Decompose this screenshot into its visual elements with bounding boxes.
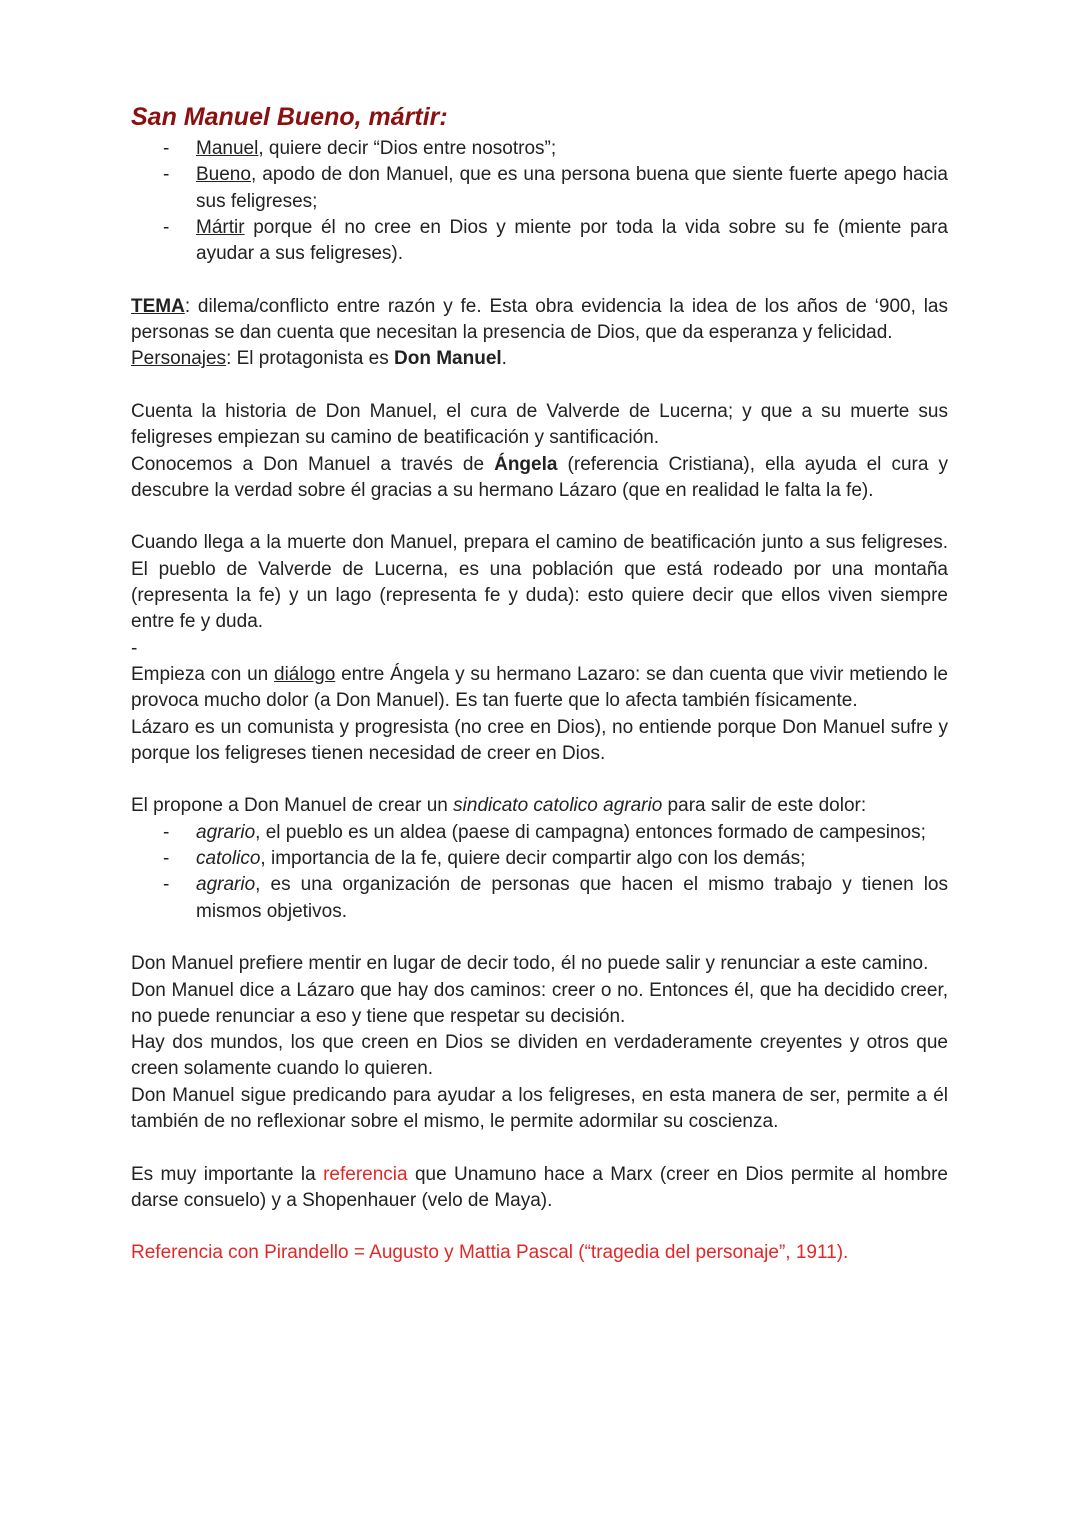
document-page <box>131 100 948 1267</box>
spacer <box>131 504 948 530</box>
paragraph-sindicato-before: El propone a Don Manuel de crear un <box>131 795 454 817</box>
referencia-highlight: referencia <box>323 1163 408 1185</box>
spacer <box>131 267 948 293</box>
dialogo-word: diálogo <box>274 663 336 685</box>
sindicato-list <box>131 820 948 925</box>
list-item <box>196 820 948 846</box>
document-title: San Manuel Bueno, mártir: <box>131 103 448 131</box>
list-item <box>196 136 948 162</box>
personajes-paragraph <box>131 346 948 372</box>
list-item <box>196 162 948 215</box>
paragraph-pirandello: Referencia con Pirandello = Augusto y Mattia Pascal (“tragedia del personaje”, 1911). <box>131 1242 849 1264</box>
paragraph-angela <box>131 452 948 505</box>
term-agrario-2: agrario <box>196 874 256 896</box>
paragraph-valverde: Cuando llega a la muerte don Manuel, prepara el camino de beatificación junto a sus feligreses. El pueblo de Valverde de Lucerna, es una población que está rodeado por una montaña (representa la fe) y un lago (representa fe y duda): esto quiere decir que ellos viven siempre entre fe y duda. <box>131 532 948 633</box>
name-meanings-list <box>131 136 948 267</box>
paragraph-referencia-after: que Unamuno hace a Marx (creer en Dios permite al hombre darse consuelo) y a Shopenhauer (velo de Maya). <box>131 1163 948 1211</box>
term-bueno-text: , apodo de don Manuel, que es una persona buena que siente fuerte apego hacia sus feligreses; <box>196 164 948 212</box>
term-manuel: Manuel <box>196 138 259 159</box>
paragraph-referencia <box>131 1162 948 1215</box>
spacer <box>131 767 948 793</box>
stray-dash: - <box>131 637 138 659</box>
term-martir: Mártir <box>196 216 245 238</box>
term-martir-text: porque él no cree en Dios y miente por toda la vida sobre su fe (miente para ayudar a sus feligreses). <box>196 216 948 265</box>
paragraph-predicando: Don Manuel sigue predicando para ayudar a los feligreses, en esta manera de ser, permite a él también de no reflexionar sobre el mismo, le permite adormilar su coscienza. <box>131 1084 948 1132</box>
term-manuel-text: , quiere decir “Dios entre nosotros”; <box>258 138 557 159</box>
term-agrario: agrario <box>196 821 256 843</box>
list-item <box>196 215 948 268</box>
paragraph-historia: Cuenta la historia de Don Manuel, el cura de Valverde de Lucerna; y que a su muerte sus feligreses empiezan su camino de beatificación y santificación. <box>131 400 948 449</box>
paragraph-dialogo-after: entre Ángela y su hermano Lazaro: se dan cuenta que vivir metiendo le provoca mucho dolor (a Don Manuel). Es tan fuerte que lo afecta también físicamente. <box>131 663 948 712</box>
protagonist-name: Don Manuel <box>394 348 502 370</box>
paragraph-angela-before: Conocemos a Don Manuel a través de <box>131 453 495 475</box>
tema-label: TEMA <box>131 295 185 317</box>
paragraph-mundos: Hay dos mundos, los que creen en Dios se dividen en verdaderamente creyentes y otros que creen solamente cuando lo quieren. <box>131 1032 948 1080</box>
term-agrario-2-text: , es una organización de personas que hacen el mismo trabajo y tienen los mismos objetivos. <box>196 874 948 922</box>
personajes-text: : El protagonista es <box>226 348 394 370</box>
paragraph-mentir: Don Manuel prefiere mentir en lugar de decir todo, él no puede salir y renunciar a este camino. <box>131 953 929 975</box>
term-agrario-text: , el pueblo es un aldea (paese di campagna) entonces formado de campesinos; <box>255 821 926 843</box>
spacer <box>131 925 948 951</box>
tema-paragraph <box>131 294 948 347</box>
term-catolico: catolico <box>196 848 261 870</box>
paragraph-caminos: Don Manuel dice a Lázaro que hay dos caminos: creer o no. Entonces él, que ha decidido creer, no puede renunciar a eso y tiene que respetar su decisión. <box>131 979 948 1027</box>
paragraph-dialogo <box>131 662 948 715</box>
term-catolico-text: , importancia de la fe, quiere decir compartir algo con los demás; <box>260 848 806 870</box>
paragraph-sindicato <box>131 793 948 819</box>
term-bueno: Bueno <box>196 164 251 186</box>
paragraph-referencia-before: Es muy importante la <box>131 1163 324 1185</box>
paragraph-lazaro: Lázaro es un comunista y progresista (no cree en Dios), no entiende porque Don Manuel sufre y porque los feligreses tienen necesidad de creer en Dios. <box>131 716 948 764</box>
spacer <box>131 1214 948 1240</box>
paragraph-angela-after: (referencia Cristiana), ella ayuda el cura y descubre la verdad sobre él gracias a su hermano Lázaro (que en realidad le falta la fe). <box>131 453 948 501</box>
paragraph-dialogo-before: Empieza con un <box>131 663 275 685</box>
spacer <box>131 1135 948 1161</box>
list-item <box>196 872 948 925</box>
personajes-label: Personajes <box>131 348 227 370</box>
sindicato-term: sindicato catolico agrario <box>453 795 663 817</box>
angela-name: Ángela <box>494 453 558 475</box>
personajes-end: . <box>501 348 507 370</box>
spacer <box>131 373 948 399</box>
tema-text: : dilema/conflicto entre razón y fe. Esta obra evidencia la idea de los años de ‘900, las personas se dan cuenta que necesitan la presencia de Dios, que da esperanza y felicidad. <box>131 295 948 344</box>
list-item <box>196 846 948 872</box>
paragraph-sindicato-after: para salir de este dolor: <box>662 795 867 817</box>
